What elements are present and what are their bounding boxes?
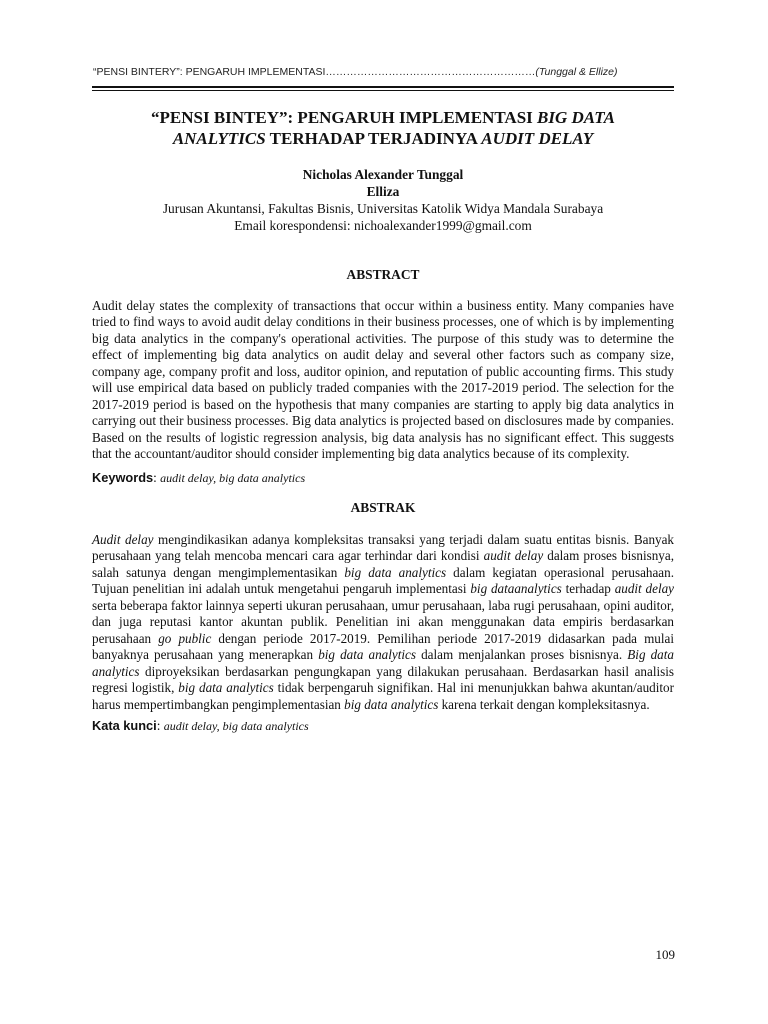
keywords-terms: audit delay, big data analytics [160, 471, 306, 485]
title-part2: BIG DATA [537, 108, 615, 127]
kata-kunci-terms: audit delay, big data analytics [163, 719, 309, 733]
kata-kunci-label: Kata kunci [92, 718, 157, 733]
author-email: Email korespondensi: nichoalexander1999@gmail.com [234, 218, 532, 233]
abstrak-body: Audit delay mengindikasikan adanya kompleksitas transaksi yang terjadi dalam suatu entitas bisnis. Banyak perusahaan yang telah mencoba mencari cara agar terhindar dari kondisi audit delay dalam proses bisnisnya, salah satunya dengan mengimplementasikan big data analytics dalam kegiatan operasional perusahaan. Tujuan penelitian ini adalah untuk mengetahui pengaruh implementasi big dataanalytics terhadap audit delay serta beberapa faktor lainnya seperti ukuran perusahaan, umur perusahaan, laba rugi perusahaan, opini auditor, dan juga reputasi kantor akuntan publik. Penelitian ini akan menggunakan data empiris berdasarkan perusahaan go public dengan periode 2017-2019. Pemilihan periode 2017-2019 didasarkan pada mulai banyaknya perusahaan yang menerapkan big data analytics dalam menjalankan proses bisnisnya. Big data analytics diproyeksikan berdasarkan pengungkapan yang dilakukan perusahaan. Berdasarkan hasil analisis regresi logistik, big data analytics tidak berpengaruh signifikan. Hal ini menunjukkan bahwa akuntan/auditor harus mempertimbangkan pengimplementasian big data analytics karena terkait dengan kompleksitasnya. [92, 532, 675, 712]
title-part4: TERHADAP TERJADINYA [265, 129, 482, 148]
running-header-left: “PENSI BINTERY”: PENGARUH IMPLEMENTASI…………………………………………………… [93, 66, 536, 78]
abstract-keywords: Keywords: audit delay, big data analytics [92, 470, 306, 485]
page-number: 109 [655, 947, 675, 962]
title-part1: “PENSI BINTEY”: PENGARUH IMPLEMENTASI [151, 108, 538, 127]
abstract-body: Audit delay states the complexity of transactions that occur within a business entity. Many companies have tried to find ways to avoid audit delay conditions in their business processes, one of which is by implementing big data analytics in the company's operational activities. The purpose of this study was to determine the effect of implementing big data analytics on audit delay and several other factors such as company size, company age, company profit and loss, auditor opinion, and reputation of public accounting firms. This study will use empirical data based on publicly traded companies with the 2017-2019 period. The selection for the 2017-2019 period is based on the hypothesis that many companies are starting to apply big data analytics in carrying out their business processes. Big data analytics is projected based on disclosures made by companies. Based on the results of logistic regression analysis, big data analysis has no significant effect. This suggests that the accountant/auditor should consider implementing big data analytics because of its complexity. [92, 298, 674, 462]
author-block [92, 166, 674, 234]
author-affiliation: Jurusan Akuntansi, Fakultas Bisnis, Universitas Katolik Widya Mandala Surabaya [162, 201, 604, 216]
abstrak-heading: ABSTRAK [350, 500, 416, 515]
author-name-2: Elliza [366, 184, 400, 199]
keywords-label: Keywords [92, 470, 154, 485]
paper-title [92, 107, 674, 149]
title-part5: AUDIT DELAY [481, 129, 594, 148]
author-name-1: Nicholas Alexander Tunggal [302, 167, 464, 182]
header-rule-thin [92, 90, 674, 91]
abstract-heading: ABSTRACT [346, 267, 420, 282]
running-header [93, 66, 673, 78]
running-header-right: (Tunggal & Ellize) [535, 66, 618, 78]
abstrak-keywords: Kata kunci: audit delay, big data analytics [92, 718, 309, 733]
header-rule-thick [92, 86, 674, 88]
title-part3: ANALYTICS [172, 129, 266, 148]
